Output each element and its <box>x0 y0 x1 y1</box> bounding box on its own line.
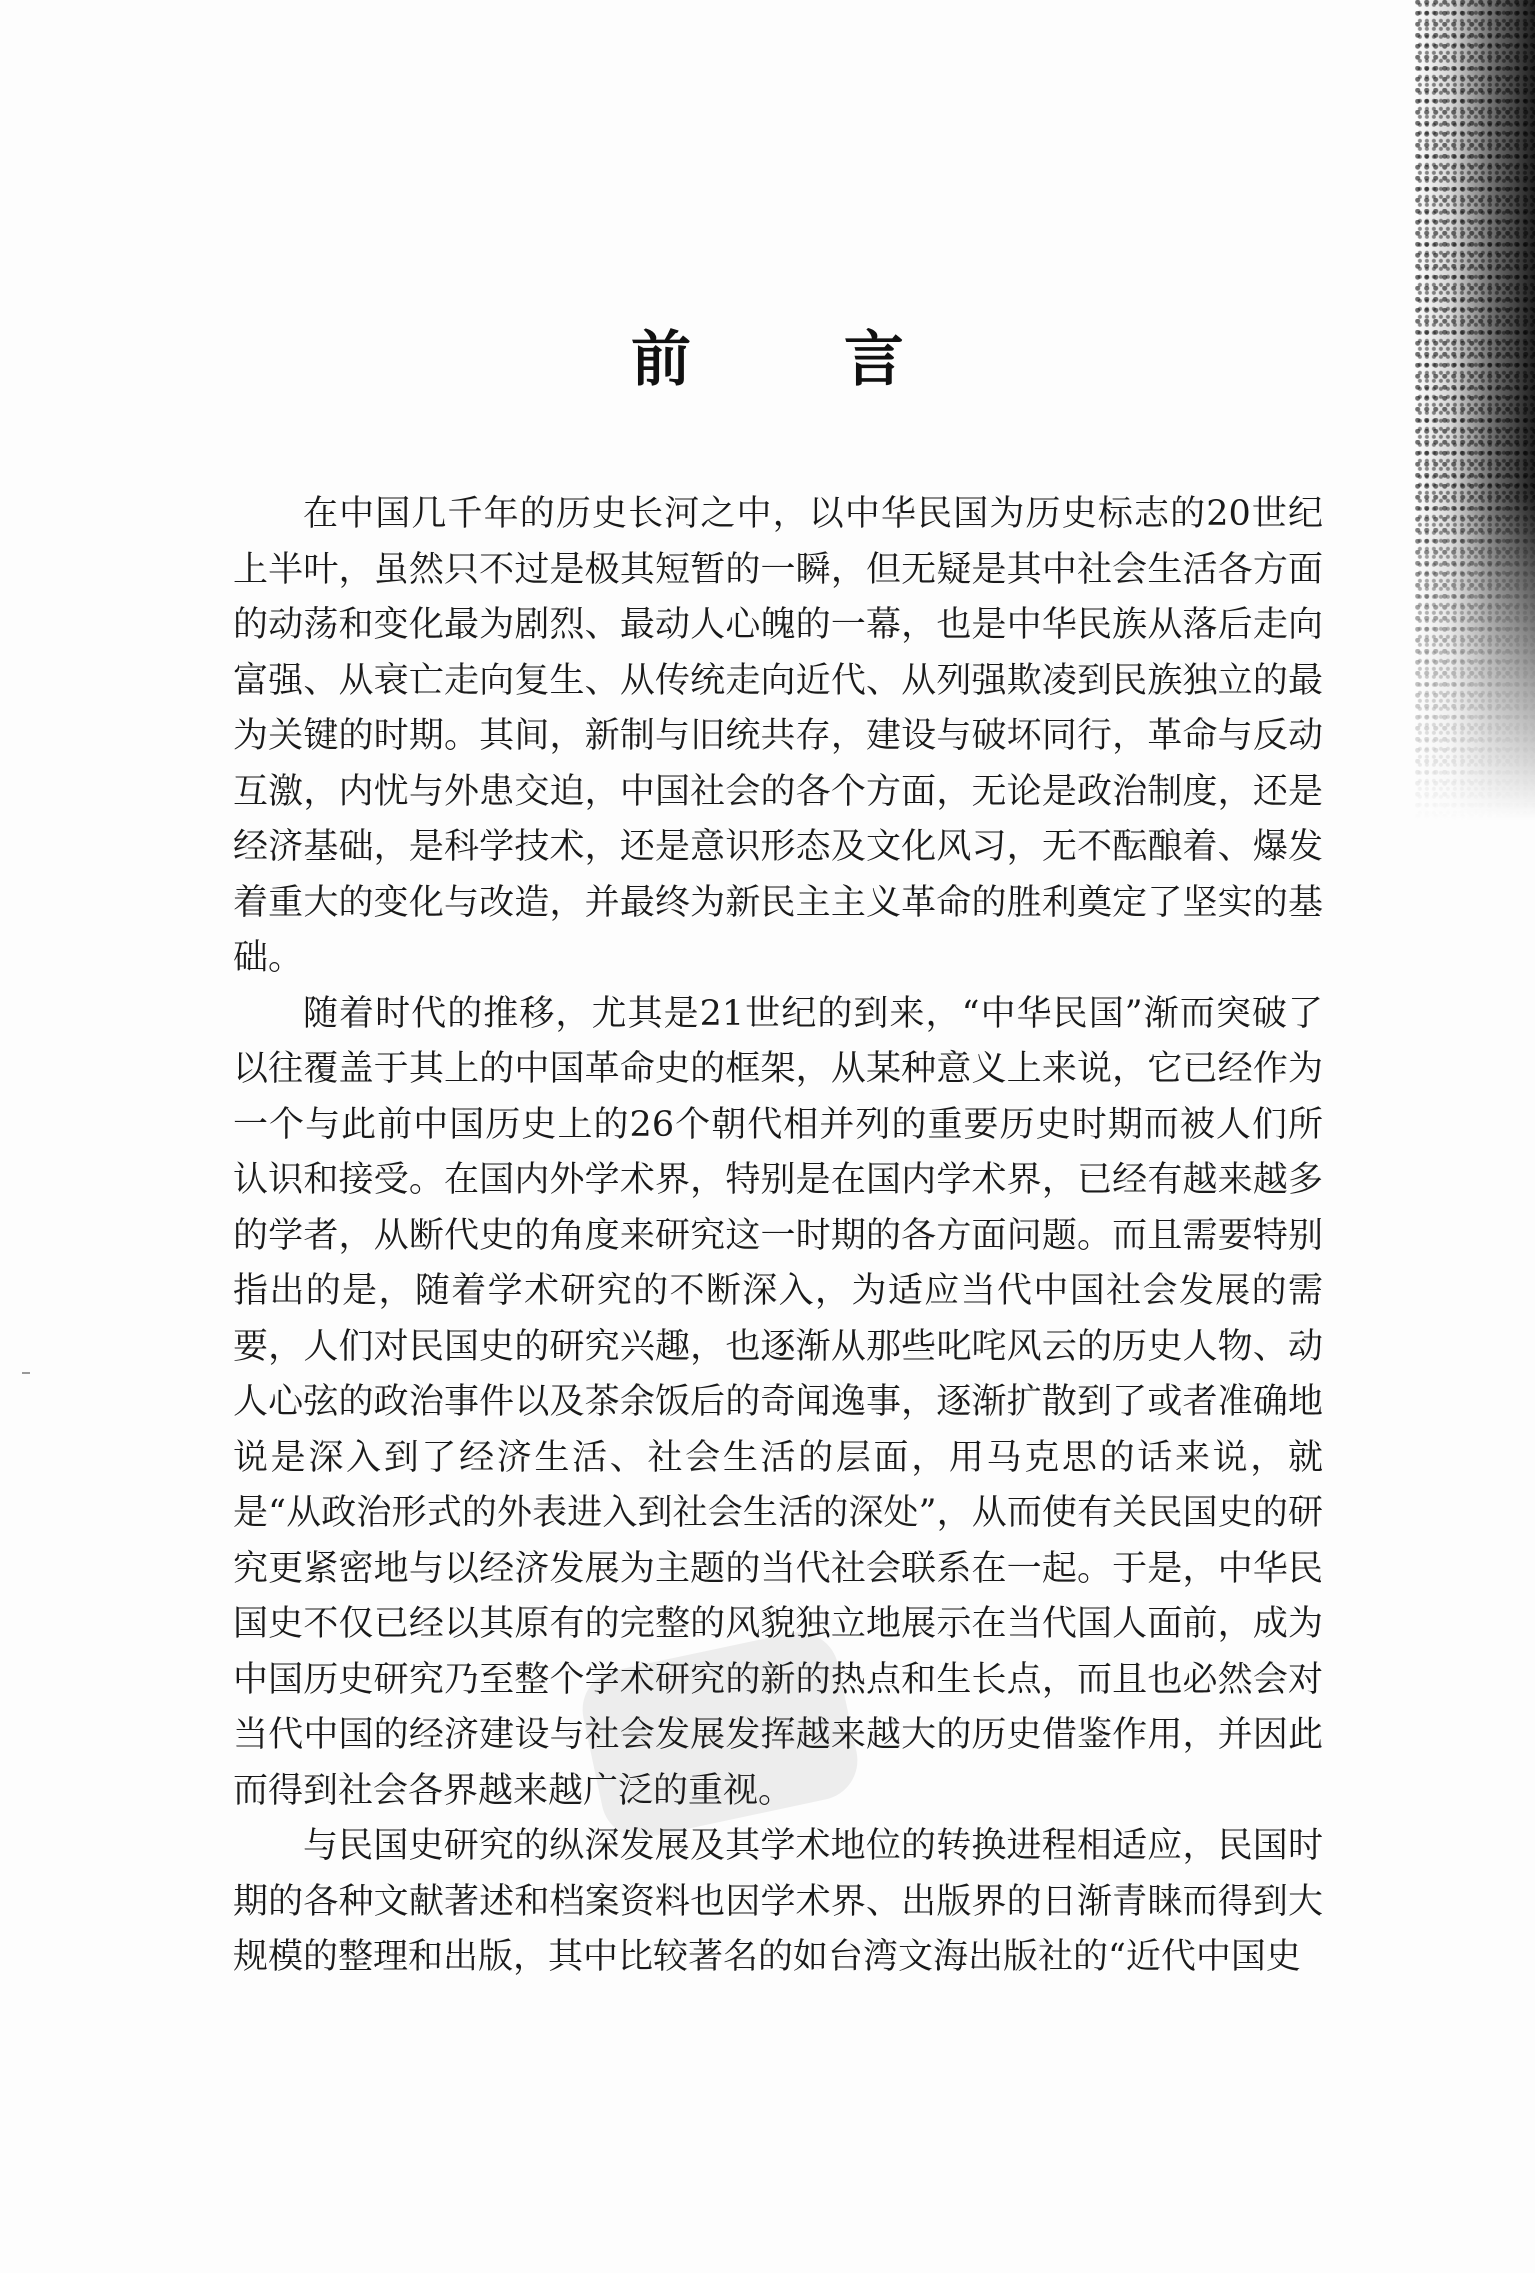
page-title: 前 言 <box>631 325 970 396</box>
body-text <box>233 487 1323 1986</box>
scan-shadow-edge <box>1415 0 1535 820</box>
paragraph-2: 随着时代的推移，尤其是21世纪的到来，“中华民国”渐而突破了以往覆盖于其上的中国革命史的框架，从某种意义上来说，它已经作为一个与此前中国历史上的26个朝代相并列的重要历史时期而被人们所认识和接受。在国内外学术界，特别是在国内学术界，已经有越来越多的学者，从断代史的角度来研究这一时期的各方面问题。而且需要特别指出的是，随着学术研究的不断深入，为适应当代中国社会发展的需要，人们对民国史的研究兴趣，也逐渐从那些叱咤风云的历史人物、动人心弦的政治事件以及茶余饭后的奇闻逸事，逐渐扩散到了或者准确地说是深入到了经济生活、社会生活的层面，用马克思的话来说，就是“从政治形式的外表进入到社会生活的深处”，从而使有关民国史的研究更紧密地与以经济发展为主题的当代社会联系在一起。于是，中华民国史不仅已经以其原有的完整的风貌独立地展示在当代国人面前，成为中国历史研究乃至整个学术研究的新的热点和生长点，而且也必然会对当代中国的经济建设与社会发展发挥越来越大的历史借鉴作用，并因此而得到社会各界越来越广泛的重视。 <box>233 993 1323 1811</box>
paragraph-1: 在中国几千年的历史长河之中，以中华民国为历史标志的20世纪上半叶，虽然只不过是极其短暂的一瞬，但无疑是其中社会生活各方面的动荡和变化最为剧烈、最动人心魄的一幕，也是中华民族从落后走向富强、从衰亡走向复生、从传统走向近代、从列强欺凌到民族独立的最为关键的时期。其间，新制与旧统共存，建设与破坏同行，革命与反动互激，内忧与外患交迫，中国社会的各个方面，无论是政治制度，还是经济基础，是科学技术，还是意识形态及文化风习，无不酝酿着、爆发着重大的变化与改造，并最终为新民主主义革命的胜利奠定了坚实的基础。 <box>233 494 1323 978</box>
margin-mark <box>22 1372 30 1374</box>
paragraph-3: 与民国史研究的纵深发展及其学术地位的转换进程相适应，民国时期的各种文献著述和档案资料也因学术界、出版界的日渐青睐而得到大规模的整理和出版，其中比较著名的如台湾文海出版社的“近代中国史 <box>233 1826 1323 1977</box>
